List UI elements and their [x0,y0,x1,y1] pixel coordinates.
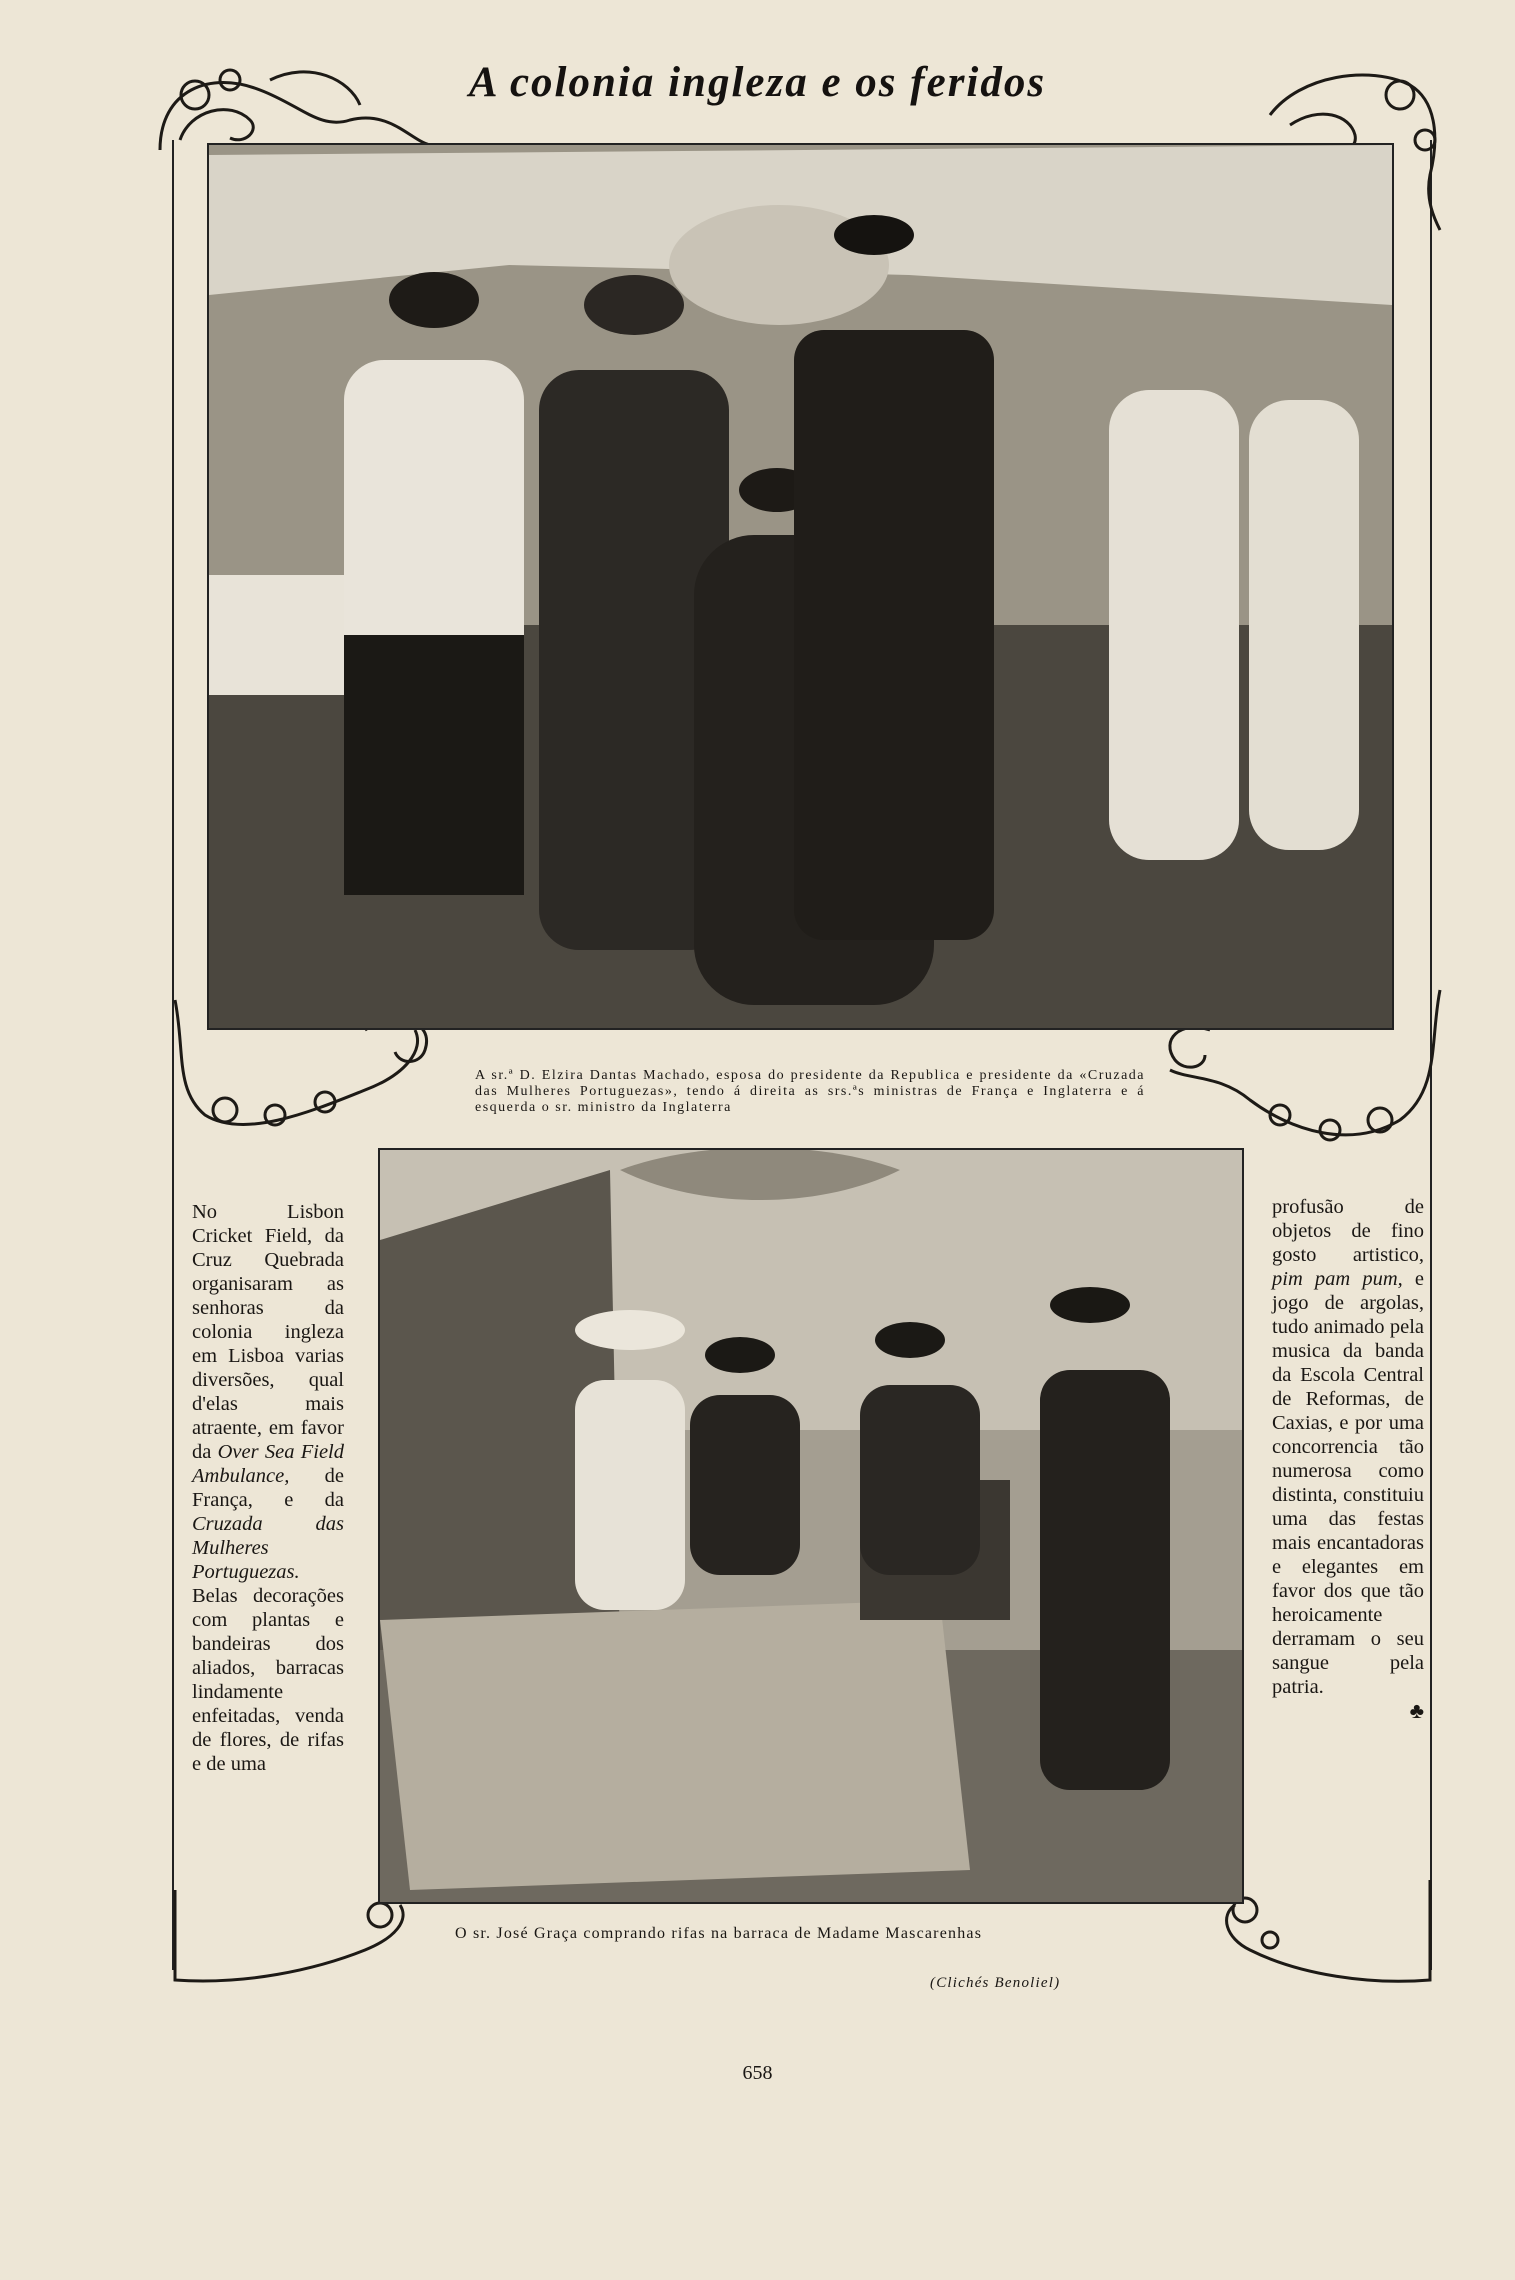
top-photo-caption: A sr.ª D. Elzira Dantas Machado, esposa do presidente da Republica e presidente da «Cruzada das Mulheres Portuguezas», tendo á direita as srs.ªs ministras de França e Inglaterra e á esquerda o sr. ministro da Inglaterra [475,1068,1145,1115]
left-text-part1: No Lisbon Cricket Field, da Cruz Quebrada organisaram as senhoras da colonia ingleza em Lisboa varias diversões, qual d'elas mais atraente, em favor da [192,1201,344,1463]
right-text-column [1272,1195,1424,1723]
page-number: 658 [742,2062,773,2084]
left-text-column [192,1200,344,1776]
left-text-italic1: Over Sea Field Ambulance, [192,1441,344,1487]
bottom-photo-scene [380,1150,1242,1902]
photo-credit: (Clichés Benoliel) [930,1975,1061,1991]
bottom-photograph [378,1148,1244,1904]
top-photograph [207,143,1394,1030]
right-text-italic1: pim pam pum, [1272,1268,1403,1290]
ornament-bottom-right [1210,1880,1450,2010]
left-text-part2: de França, e da [192,1465,344,1511]
left-text-italic2: Cruzada das Mulheres Portuguezas. [192,1513,344,1583]
top-photo-scene [209,145,1392,1028]
page-title: A colonia ingleza e os feridos [468,59,1047,106]
right-text-part2: e jogo de argolas, tudo animado pela musica da banda da Escola Central de Reformas, de Caxias, e por uma concorrencia tão numerosa como distinta, constituiu uma das festas mais encantadoras e elegantes em favor dos que tão heroicamente derramam o seu sangue pela patria. [1272,1268,1425,1698]
left-text-part3: Belas decorações com plantas e bandeiras dos aliados, barracas lindamente enfeitadas, venda de flores, de rifas e de uma [192,1585,344,1775]
right-text-part1: profusão de objetos de fino gosto artistico, [1272,1196,1424,1266]
ornament-bottom-left [165,1890,425,2000]
bottom-photo-caption: O sr. José Graça comprando rifas na barraca de Madame Mascarenhas [455,1925,983,1942]
end-mark: ♣ [1409,1698,1424,1723]
